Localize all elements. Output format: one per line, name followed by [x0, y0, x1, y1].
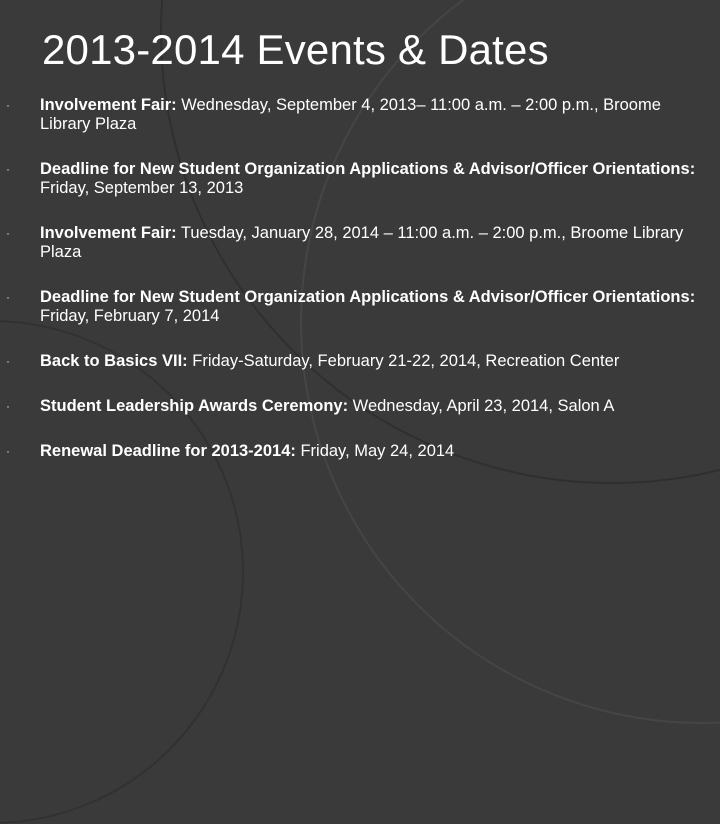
bullet-icon: · — [6, 162, 10, 176]
event-label: Renewal Deadline for 2013-2014: — [40, 442, 296, 460]
event-label: Student Leadership Awards Ceremony: — [40, 397, 349, 415]
bullet-icon: · — [6, 226, 10, 240]
event-details: Friday-Saturday, February 21-22, 2014, Recreation Center — [187, 352, 620, 370]
bullet-icon: · — [6, 444, 10, 458]
event-list — [0, 96, 720, 461]
event-details: Wednesday, September 4, 2013– 11:00 a.m. – 2:00 p.m., Broome Library Plaza — [40, 96, 661, 133]
event-label: Back to Basics VII: — [40, 352, 188, 370]
event-details: Tuesday, January 28, 2014 – 11:00 a.m. – 2:00 p.m., Broome Library Plaza — [40, 224, 684, 261]
list-item — [0, 160, 720, 198]
bullet-icon: · — [6, 290, 10, 304]
bullet-icon: · — [6, 399, 10, 413]
event-details: Wednesday, April 23, 2014, Salon A — [348, 397, 615, 415]
event-details: Friday, September 13, 2013 — [40, 179, 244, 197]
event-details: Friday, February 7, 2014 — [40, 307, 220, 325]
slide-title: 2013-2014 Events & Dates — [42, 26, 549, 73]
list-item — [0, 96, 720, 134]
list-item — [0, 224, 720, 262]
event-label: Deadline for New Student Organization Applications & Advisor/Officer Orientations: — [40, 288, 696, 306]
bullet-icon: · — [6, 98, 10, 112]
list-item — [0, 442, 720, 461]
event-label: Deadline for New Student Organization Applications & Advisor/Officer Orientations: — [40, 160, 696, 178]
bullet-icon: · — [6, 354, 10, 368]
event-label: Involvement Fair: — [40, 224, 177, 242]
event-label: Involvement Fair: — [40, 96, 177, 114]
event-details: Friday, May 24, 2014 — [295, 442, 455, 460]
list-item — [0, 397, 720, 416]
list-item — [0, 352, 720, 371]
list-item — [0, 288, 720, 326]
